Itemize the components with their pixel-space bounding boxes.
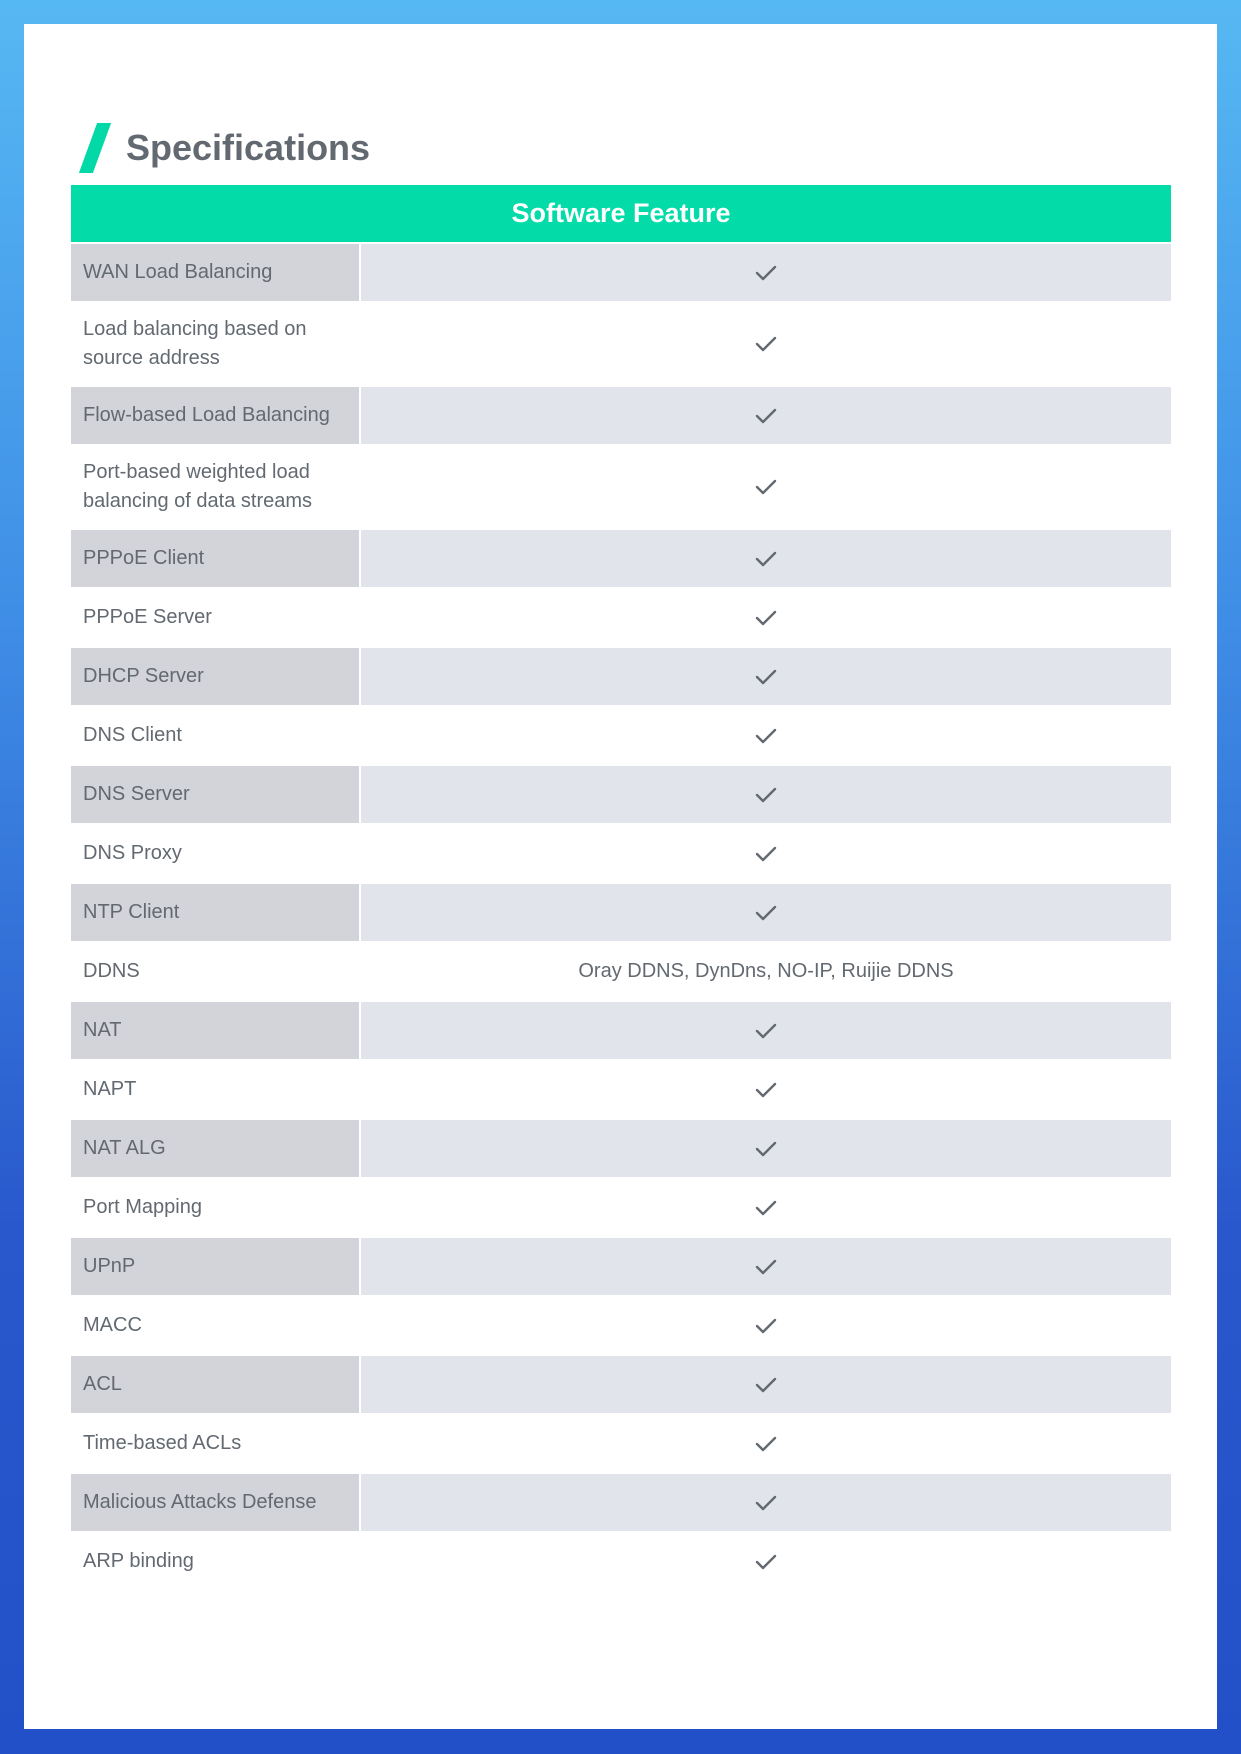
- table-row: [71, 943, 1171, 1000]
- feature-label: Malicious Attacks Defense: [71, 1474, 359, 1531]
- check-icon: [754, 845, 778, 863]
- feature-label: Port-based weighted load balancing of data streams: [83, 461, 313, 512]
- feature-value: [361, 1297, 1171, 1354]
- table-row: [71, 1533, 1171, 1590]
- feature-value: [361, 1533, 1171, 1590]
- feature-label: DNS Client: [83, 724, 182, 746]
- table-row: [71, 1120, 1171, 1177]
- table-row: [71, 589, 1171, 646]
- check-icon: [754, 1494, 778, 1512]
- feature-label: ARP binding: [83, 1550, 194, 1572]
- feature-value: [361, 244, 1171, 301]
- feature-value: [361, 530, 1171, 587]
- spec-page: [24, 24, 1217, 1729]
- feature-value: [361, 303, 1171, 385]
- feature-value: [361, 1120, 1171, 1177]
- table-row: [71, 1297, 1171, 1354]
- table-row: [71, 1238, 1171, 1295]
- check-icon: [754, 407, 778, 425]
- feature-value: [361, 1356, 1171, 1413]
- table-row: [71, 1002, 1171, 1059]
- page-title: Specifications: [126, 127, 371, 168]
- spec-table: [71, 185, 1171, 1592]
- check-icon: [754, 668, 778, 686]
- feature-label: Flow-based Load Balancing: [71, 387, 359, 444]
- table-row: [71, 530, 1171, 587]
- feature-value: [361, 1474, 1171, 1531]
- check-icon: [754, 1435, 778, 1453]
- feature-value: [361, 707, 1171, 764]
- feature-value: [361, 1002, 1171, 1059]
- feature-label: NAT: [71, 1002, 359, 1059]
- feature-label: Load balancing based on source address: [83, 318, 307, 369]
- feature-label: DHCP Server: [71, 648, 359, 705]
- check-icon: [754, 1140, 778, 1158]
- check-icon: [754, 1376, 778, 1394]
- feature-label: NAPT: [83, 1078, 137, 1100]
- feature-label: ACL: [71, 1356, 359, 1413]
- feature-label: PPPoE Server: [83, 606, 212, 628]
- table-row: [71, 1356, 1171, 1413]
- feature-value: [361, 1179, 1171, 1236]
- page-title-block: [88, 119, 370, 177]
- feature-value: [361, 589, 1171, 646]
- table-row: [71, 1415, 1171, 1472]
- table-row: [71, 303, 1171, 385]
- table-row: [71, 648, 1171, 705]
- check-icon: [754, 1553, 778, 1571]
- check-icon: [754, 1199, 778, 1217]
- feature-value: [361, 1238, 1171, 1295]
- feature-label: UPnP: [71, 1238, 359, 1295]
- check-icon: [754, 1317, 778, 1335]
- check-icon: [754, 478, 778, 496]
- feature-value: [361, 648, 1171, 705]
- table-row: [71, 825, 1171, 882]
- feature-value: [361, 446, 1171, 528]
- feature-value: [361, 766, 1171, 823]
- table-row: [71, 1179, 1171, 1236]
- feature-value: [361, 387, 1171, 444]
- feature-label: Port Mapping: [83, 1196, 202, 1218]
- feature-value-text: Oray DDNS, DynDns, NO-IP, Ruijie DDNS: [578, 960, 954, 982]
- feature-value: [361, 1061, 1171, 1118]
- check-icon: [754, 786, 778, 804]
- accent-slash-icon: [79, 123, 111, 173]
- check-icon: [754, 727, 778, 745]
- check-icon: [754, 550, 778, 568]
- feature-label: DDNS: [83, 960, 140, 982]
- feature-label: PPPoE Client: [71, 530, 359, 587]
- check-icon: [754, 1258, 778, 1276]
- feature-label: WAN Load Balancing: [71, 244, 359, 301]
- feature-label: NAT ALG: [71, 1120, 359, 1177]
- feature-label: DNS Server: [71, 766, 359, 823]
- table-row: [71, 387, 1171, 444]
- feature-value: [361, 825, 1171, 882]
- check-icon: [754, 1022, 778, 1040]
- check-icon: [754, 1081, 778, 1099]
- feature-label: Time-based ACLs: [83, 1432, 242, 1454]
- table-row: [71, 244, 1171, 301]
- table-row: [71, 766, 1171, 823]
- feature-label: MACC: [83, 1314, 142, 1336]
- table-row: [71, 1061, 1171, 1118]
- table-row: [71, 884, 1171, 941]
- table-row: [71, 707, 1171, 764]
- table-row: [71, 446, 1171, 528]
- table-header: Software Feature: [71, 185, 1171, 242]
- check-icon: [754, 335, 778, 353]
- check-icon: [754, 904, 778, 922]
- feature-value: [361, 884, 1171, 941]
- feature-label: DNS Proxy: [83, 842, 182, 864]
- check-icon: [754, 264, 778, 282]
- feature-value: [361, 1415, 1171, 1472]
- feature-label: NTP Client: [71, 884, 359, 941]
- check-icon: [754, 609, 778, 627]
- table-row: [71, 1474, 1171, 1531]
